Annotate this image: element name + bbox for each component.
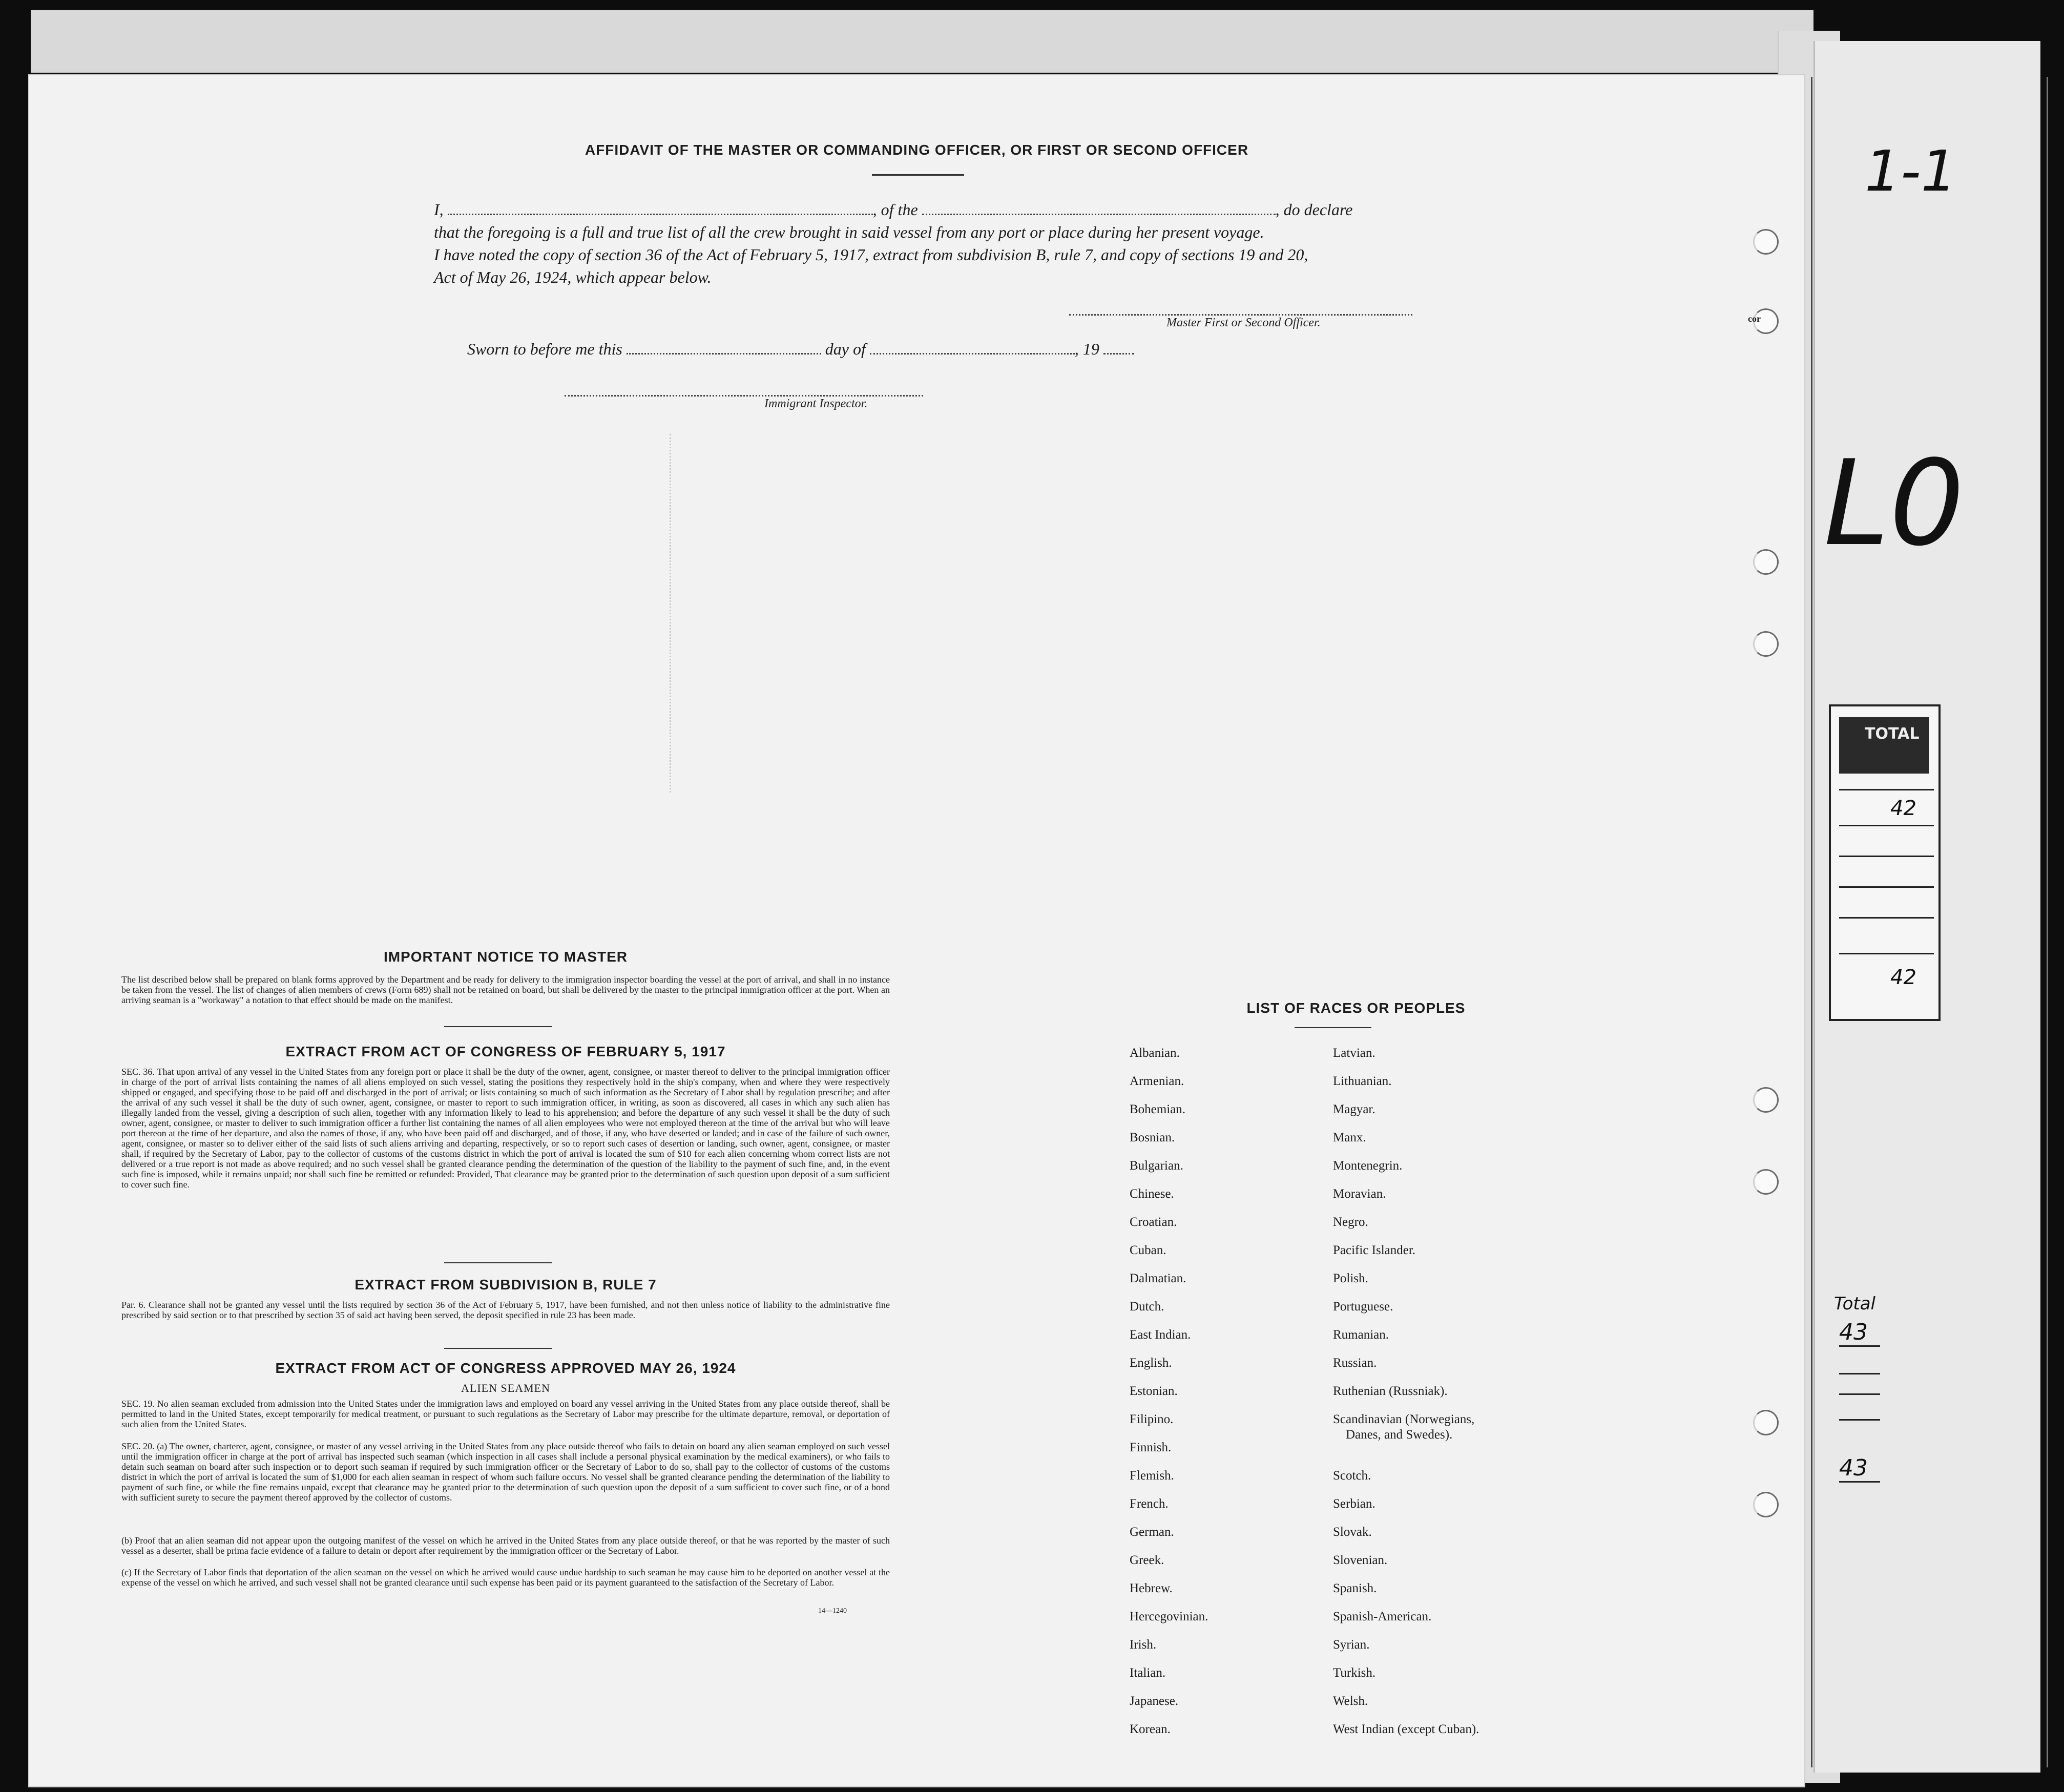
- race-item: Polish.: [1333, 1272, 1368, 1285]
- race-item: Estonian.: [1130, 1384, 1178, 1398]
- margin-mark: cor: [1748, 314, 1761, 324]
- binder-hole: [1753, 631, 1779, 657]
- binder-hole: [1753, 1169, 1779, 1195]
- section-rule: [444, 1262, 552, 1263]
- race-item: Dalmatian.: [1130, 1272, 1186, 1285]
- race-item: Albanian.: [1130, 1046, 1180, 1060]
- sec19-text: SEC. 19. No alien seaman excluded from admission into the United States under the immigration laws and employed on board any vessel arriving in the United States from any place outside thereof, shall be permitted to land in the United States, except temporarily for medical treatment, or pursuant to such regulations as the Secretary of Labor may prescribe for the ultimate departure, removal, or deportation of such alien from the United States.: [121, 1399, 890, 1429]
- race-item: Croatian.: [1130, 1215, 1177, 1229]
- race-item: Turkish.: [1333, 1666, 1376, 1680]
- label-sworn: Sworn to before me this: [467, 340, 622, 358]
- label-day-of: day of: [825, 340, 866, 358]
- race-item: Bosnian.: [1130, 1131, 1175, 1144]
- top-sheet-edge: [31, 10, 1813, 73]
- races-rule: [1295, 1027, 1371, 1028]
- race-item: Scandinavian (Norwegians,: [1333, 1412, 1475, 1426]
- title-rule: [872, 174, 964, 176]
- label-of-the: , of the: [872, 200, 918, 219]
- binder-hole: [1753, 229, 1779, 255]
- race-item: Ruthenian (Russniak).: [1333, 1384, 1448, 1398]
- sec20a-text: SEC. 20. (a) The owner, charterer, agent, consignee, or master of any vessel arriving in the United States from any place outside thereof who fails to detain on board any alien seaman employed on such vessel until the immigration officer in charge at the port of arrival has inspected such seaman (which inspection in all cases shall include a personal physical examination by the medical examiners), or who fails to detain such seaman on board after such inspection or to deport such seaman if required by such immigration officer or the Secretary of Labor to do so, shall pay to the collector of customs of the customs district in which the port of arrival is located the sum of $1,000 for each alien seaman in respect of whom such failure occurs. No vessel shall be granted clearance pending the determination of the liability to payment of such fine, or while the fine remains unpaid, except that clearance may be granted prior to the determination of such question upon the deposit of a sum sufficient to cover such fine, or of a bond with sufficient surety to secure the payment thereof approved by the collector of customs.: [121, 1441, 890, 1503]
- declaration-line-2: that the foregoing is a full and true list of all the crew brought in said vessel from any port or place during her present voyage.: [434, 223, 1264, 241]
- races-title: LIST OF RACES OR PEOPLES: [1246, 1000, 1466, 1016]
- tally-rule: [1839, 856, 1934, 857]
- form-number: 14—1240: [818, 1607, 847, 1615]
- race-item: Dutch.: [1130, 1300, 1164, 1314]
- declaration-line-4: Act of May 26, 1924, which appear below.: [434, 268, 712, 286]
- section-rule: [444, 1026, 552, 1027]
- extract-1924-title: EXTRACT FROM ACT OF CONGRESS APPROVED MAY 26, 1924: [275, 1360, 736, 1376]
- page-edge-line: [1811, 77, 1812, 1767]
- declaration-line-3: I have noted the copy of section 36 of the Act of February 5, 1917, extract from subdivision B, rule 7, and copy of sections 19 and 20,: [434, 245, 1308, 264]
- extract-1917-text: SEC. 36. That upon arrival of any vessel in the United States from any foreign port or place it shall be the duty of the owner, agent, consignee, or master thereof to deliver to the principal immigration officer in charge of the port of arrival lists containing the names of all aliens employed on such vessel, stating the positions they respectively hold in the ship's company, when and where they were respectively shipped or engaged, and specifying those to be paid off and discharged in the port of arrival; or lists containing so much of such information as the Secretary of Labor shall by regulation prescribe; and after the arrival of any such vessel it shall be the duty of such owner, agent, consignee, or master to report to such immigration officer, in writing, as soon as discovered, all cases in which any such alien has illegally landed from the vessel, giving a description of such alien, together with any information likely to lead to his apprehension; and before the departure of any such vessel it shall be the duty of such owner, agent, consignee, or master to deliver to such immigration officer a further list containing the names of all alien employees who were not employed thereon at the time of the arrival but who will leave port thereon at the time of her departure, and also the names of those, if any, who have been paid off and discharged, and of those, if any, who have deserted or landed; and in case of the failure of such owner, agent, consignee, or master so to deliver either of the said lists of such aliens arriving and departing, respectively, or so to report such cases of desertion or landing, such owner, agent, consignee, or master shall, if required by the Secretary of Labor, pay to the collector of customs of the customs district in which the port of arrival is located the sum of $10 for each alien concerning whom correct lists are not delivered or a true report is not made as above required; and no such vessel shall be granted clearance pending the determination of the question of the liability to the payment of such fine, and, in the event such fine is imposed, while it remains unpaid; nor shall such fine be remitted or refunded: Provided, That clearance may be granted prior to the determination of such question upon deposit of a sum sufficient to cover such fine.: [121, 1067, 890, 1190]
- race-item: Magyar.: [1333, 1102, 1375, 1116]
- race-item: Slovenian.: [1333, 1553, 1388, 1567]
- notice-text: The list described below shall be prepared on blank forms approved by the Department and be ready for delivery to the immigration inspector boarding the vessel at the port of arrival, and shall in no instance be taken from the vessel. The list of changes of alien members of crews (Form 689) shall not be retained on board, but shall be delivered by the master to the principal immigration officer at the port. When an arriving seaman is a "workaway" a notation to that effect should be made on the manifest.: [121, 974, 890, 1005]
- vessel-field[interactable]: [922, 200, 1276, 215]
- section-rule: [444, 1348, 552, 1349]
- sworn-day-field[interactable]: [627, 340, 821, 355]
- tally-rule: [1839, 789, 1934, 790]
- handwritten-large-number: L0: [1824, 435, 1965, 572]
- page-edge-line: [2047, 77, 2048, 1767]
- handwritten-page-number: 1-1: [1865, 138, 1957, 204]
- binder-hole: [1753, 1492, 1779, 1517]
- race-item: West Indian (except Cuban).: [1333, 1722, 1479, 1736]
- sec20b-text: (b) Proof that an alien seaman did not appear upon the outgoing manifest of the vessel on which he arrived in the United States from any place outside thereof, or that he was reported by the master of such vessel as a deserter, shall be prima facie evidence of a failure to detain or deport after requirement by the immigration officer or the Secretary of Labor.: [121, 1535, 890, 1556]
- extract-1924-subtitle: ALIEN SEAMEN: [461, 1382, 550, 1394]
- race-item: Armenian.: [1130, 1074, 1184, 1088]
- tally-rule: [1839, 953, 1934, 954]
- race-item: Latvian.: [1333, 1046, 1375, 1060]
- notice-title: IMPORTANT NOTICE TO MASTER: [383, 949, 628, 965]
- binder-hole: [1753, 1410, 1779, 1435]
- side-rule: [1839, 1419, 1880, 1421]
- race-item: Manx.: [1333, 1131, 1366, 1144]
- race-item: Pacific Islander.: [1333, 1243, 1416, 1257]
- binder-hole: [1753, 549, 1779, 575]
- side-rule: [1839, 1393, 1880, 1395]
- label-declare: , do declare: [1275, 200, 1353, 219]
- race-item: English.: [1130, 1356, 1172, 1370]
- binder-hole: [1753, 1087, 1779, 1113]
- race-item: Montenegrin.: [1333, 1159, 1403, 1173]
- race-item: Lithuanian.: [1333, 1074, 1392, 1088]
- side-total-value: 43: [1839, 1319, 1880, 1347]
- race-item: Scotch.: [1333, 1469, 1371, 1483]
- race-item: German.: [1130, 1525, 1174, 1539]
- race-item: Cuban.: [1130, 1243, 1166, 1257]
- race-item: Spanish-American.: [1333, 1610, 1432, 1623]
- race-item: Hebrew.: [1130, 1581, 1173, 1595]
- tally-rule: [1839, 886, 1934, 888]
- race-item: Greek.: [1130, 1553, 1164, 1567]
- race-item: Rumanian.: [1333, 1328, 1389, 1342]
- race-item: French.: [1130, 1497, 1169, 1511]
- race-item: Slovak.: [1333, 1525, 1372, 1539]
- tally-rule: [1839, 825, 1934, 826]
- side-total-label: Total: [1834, 1294, 1875, 1314]
- label-i: I,: [434, 200, 444, 219]
- race-item: Japanese.: [1130, 1694, 1179, 1708]
- side-rule: [1839, 1373, 1880, 1374]
- race-item: Bohemian.: [1130, 1102, 1186, 1116]
- sworn-month-field[interactable]: [870, 340, 1075, 355]
- tally-value: 42: [1890, 966, 1916, 989]
- declaration-line-1: [434, 198, 1352, 221]
- tally-rule: [1839, 917, 1934, 919]
- race-item: Chinese.: [1130, 1187, 1174, 1201]
- affidavit-title: AFFIDAVIT OF THE MASTER OR COMMANDING OFFICER, OR FIRST OR SECOND OFFICER: [585, 142, 1249, 158]
- race-item: Welsh.: [1333, 1694, 1368, 1708]
- race-item: Finnish.: [1130, 1441, 1172, 1454]
- master-caption: Master First or Second Officer.: [1166, 316, 1321, 329]
- faint-guide-dots: [670, 434, 674, 793]
- race-item: Negro.: [1333, 1215, 1368, 1229]
- race-item: Flemish.: [1130, 1469, 1174, 1483]
- inspector-caption: Immigrant Inspector.: [764, 397, 868, 410]
- race-item: Italian.: [1130, 1666, 1166, 1680]
- race-item: Hercegovinian.: [1130, 1610, 1208, 1623]
- tally-header-label: TOTAL: [1865, 725, 1920, 743]
- name-field[interactable]: [448, 200, 873, 215]
- race-item: Irish.: [1130, 1638, 1157, 1652]
- race-item: Syrian.: [1333, 1638, 1370, 1652]
- tally-value: 42: [1890, 797, 1916, 820]
- race-item: Russian.: [1333, 1356, 1377, 1370]
- race-item: Filipino.: [1130, 1412, 1174, 1426]
- sworn-year-field[interactable]: [1103, 340, 1134, 355]
- inspector-signature-field[interactable]: [565, 382, 923, 397]
- sworn-line: [467, 338, 1134, 360]
- race-item: Portuguese.: [1333, 1300, 1393, 1314]
- sec20c-text: (c) If the Secretary of Labor finds that deportation of the alien seaman on the vessel on which he arrived would cause undue hardship to such seaman he may cause him to be deported on another vessel at the expense of the vessel on which he arrived, and such vessel shall not be granted clearance until such expense has been paid or its payment guaranteed to the satisfaction of the Secretary of Labor.: [121, 1567, 890, 1588]
- label-year: , 19: [1074, 340, 1099, 358]
- race-item: Spanish.: [1333, 1581, 1377, 1595]
- race-item: Serbian.: [1333, 1497, 1375, 1511]
- side-total-value: 43: [1839, 1455, 1880, 1483]
- race-item: Moravian.: [1333, 1187, 1386, 1201]
- race-item: Korean.: [1130, 1722, 1171, 1736]
- race-item: Danes, and Swedes).: [1346, 1428, 1453, 1442]
- extract-rule7-text: Par. 6. Clearance shall not be granted any vessel until the lists required by section 36 of the Act of February 5, 1917, have been furnished, and not then unless notice of liability to the administrative fine prescribed by said section or to that prescribed by section 35 of said act having been served, the deposit specified in rule 23 has been made.: [121, 1300, 890, 1320]
- form-page: [28, 74, 1805, 1787]
- race-item: Bulgarian.: [1130, 1159, 1183, 1173]
- extract-rule7-title: EXTRACT FROM SUBDIVISION B, RULE 7: [355, 1277, 657, 1293]
- master-signature-field[interactable]: [1069, 301, 1412, 316]
- extract-1917-title: EXTRACT FROM ACT OF CONGRESS OF FEBRUARY 5, 1917: [285, 1044, 726, 1059]
- race-item: East Indian.: [1130, 1328, 1191, 1342]
